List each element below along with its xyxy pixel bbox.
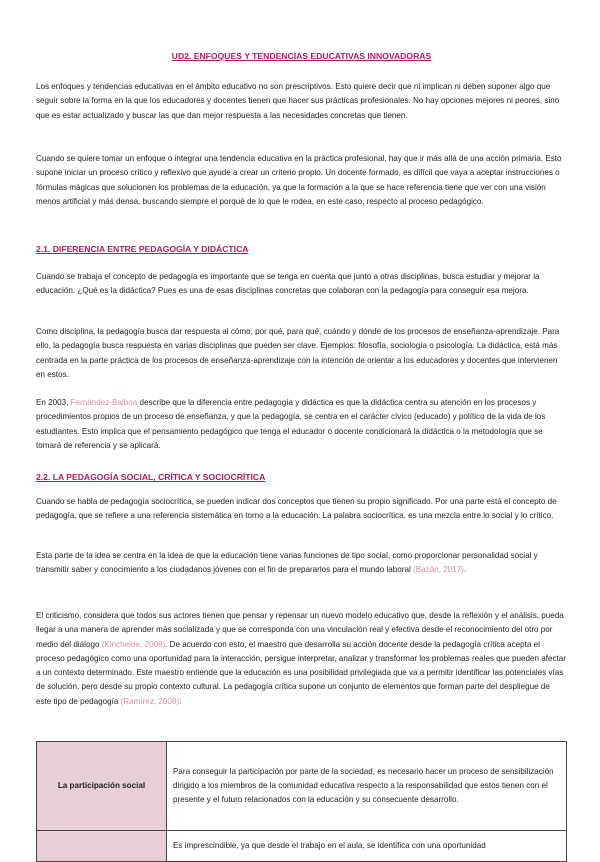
text-run: . [463, 565, 467, 575]
citation-fernandez-balboa: Fernández-Balboa [70, 398, 138, 407]
section1-paragraph-3 [36, 396, 567, 453]
citation-ramirez: (Ramírez, 2008) [120, 696, 180, 706]
text-run: : [179, 696, 182, 706]
table-cell-label: La participación social [37, 742, 167, 831]
section-heading-2-2: 2.2. LA PEDAGOGÍA SOCIAL, CRÍTICA Y SOCIOCRÍTICA [36, 472, 266, 482]
text-run: El criticismo, considera que todos sus actores tienen que pensar y repensar un nuevo modelo educativo que, desde la reflexión y el análisis, pueda llegar a una manera de aprender más socializada y que se corresponda con una vinculación real y efectiva desde el reconocimiento del otro por medio del diálogo [36, 611, 564, 649]
section-heading-2-1: 2.1. DIFERENCIA ENTRE PEDAGOGÍA Y DIDÁCTICA [36, 244, 249, 254]
citation-kincheloe: (Kincheloe, 2008) [101, 639, 166, 649]
table-cell-text: Para conseguir la participación por parte de la sociedad, es necesario hacer un proceso de sensibilización dirigido a los miembros de la comunidad educativa respecto a la responsabilidad que estos tienen con el presente y el futuro relacionados con la educación y su consecuente desarrollo. [167, 742, 567, 831]
section1-paragraph-2: Como disciplina, la pedagogía busca dar respuesta al cómo, por qué, para qué, cuándo y dónde de los procesos de enseñanza-aprendizaje. Para ello, la pedagogía busca respuesta en varias disciplinas que pueden ser clave. Ejemplos: filosofía, sociología o psicología. La didáctica, está más centrada en la parte práctica de los procesos de enseñanza-aprendizaje con la intención de orientar a los educadores y docentes que intervienen en estos. [36, 327, 560, 379]
section2-paragraph-3 [36, 609, 567, 709]
pedagogy-elements-table [36, 741, 567, 862]
section2-paragraph-1: Cuando se habla de pedagogía sociocrítica, se pueden indicar dos conceptos que tienen su propio significado. Por una parte está el concepto de pedagogía, que se refiere a una referencia sistemática en torno a la educación. La palabra sociocrítica, es una mezcla entre lo social y lo crítico. [36, 497, 557, 521]
table-cell-text: Es imprescindible, ya que desde el trabajo en el aula, se identifica con una oportunidad [167, 831, 567, 862]
text-run: Esta parte de la idea se centra en la idea de que la educación tiene varias funciones de tipo social, como proporcionar personalidad social y transmitir saber y conocimiento a los ciudadanos jóvenes con el fin de prepararlos para el mundo laboral [36, 551, 538, 575]
table-row [37, 831, 567, 862]
text-run: En 2003, [36, 398, 71, 407]
text-run: . De acuerdo con esto, el maestro que desarrolla su acción docente desde la pedagogía crítica acepta el proceso pedagógico como una oportunidad para la interacción, persigue interpretar, analizar y transformar los problemas reales que pueden afectar a un contexto determinado. Este maestro entiende que la educación es una posibilidad privilegiada que va a permitir identificar las potenciales vías de solución, pero desde su propio contexto cultural. La pedagogía crítica supone un conjunto de elementos que forman parte del despliegue de este tipo de pedagogía [36, 639, 567, 706]
table-row [37, 742, 567, 831]
intro-paragraph-2: Cuando se quiere tomar un enfoque o integrar una tendencia educativa en la práctica profesional, hay que ir más allá de una acción primaria. Esto supone iniciar un proceso crítico y reflexivo que ayude a crear un criterio propio. Un docente formado, es difícil que vaya a aceptar instrucciones o fórmulas mágicas que solucionen los problemas de la educación, ya que la formación a la que se hace referencia tiene que ver con una visión menos artificial y más densa, buscando siempre el porqué de lo que le rodea, en este caso, respecto al proceso pedagógico. [36, 154, 562, 206]
table-cell-label [37, 831, 167, 862]
citation-bazan: (Bazán, 2017) [413, 565, 464, 575]
section1-paragraph-1: Cuando se trabaja el concepto de pedagogía es importante que se tenga en cuenta que junto a otras disciplinas, busca estudiar y mejorar la educación. ¿Qué es la didáctica? Pues es una de esas disciplinas concretas que colaboran con la pedagogía para conseguir esa mejora. [36, 272, 540, 296]
section2-paragraph-2 [36, 549, 567, 578]
text-run: describe que la diferencia entre pedagogía y didáctica es que la didáctica centra su atención en los procesos y procedimientos propios de un proceso de enseñanza, y que la pedagogía, se centra en el carácter cívico (educado) y político de la vida de los estudiantes. Esto implica que el pensamiento pedagógico que tenga el educador o docente condicionará la didáctica o la metodología que se tomará de referencia y se aplicará. [36, 398, 546, 450]
document-title: UD2. ENFOQUES Y TENDENCIAS EDUCATIVAS INNOVADORAS [171, 51, 432, 61]
intro-paragraph-1: Los enfoques y tendencias educativas en el ámbito educativo no son prescriptivos. Esto quiere decir que ni implican ni deben suponer algo que seguir sobre la forma en la que los educadores y docentes tienen que hacer sus prácticas profesionales. No hay opciones mejores ni peores, sino que es estar actualizado y buscar las que dan mejor respuesta a las necesidades concretas que tienen. [36, 82, 560, 120]
